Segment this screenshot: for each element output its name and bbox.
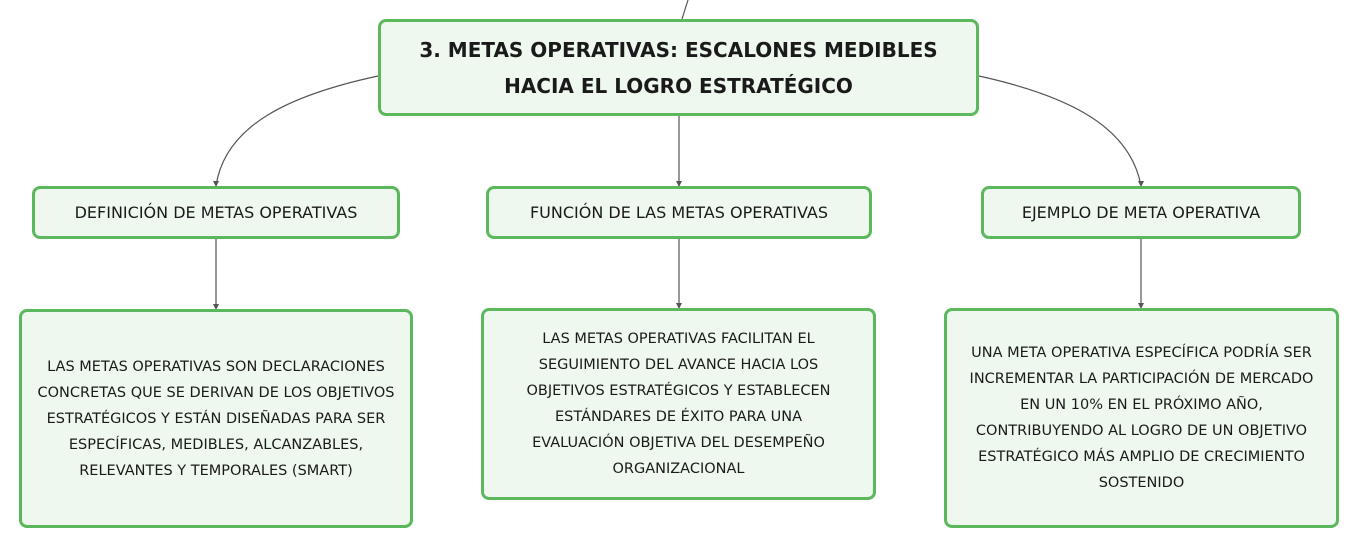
detail-node-definicion[interactable] <box>19 309 413 528</box>
root-topic-node[interactable] <box>378 19 979 116</box>
detail-text-funcion: LAS METAS OPERATIVAS FACILITAN EL SEGUIMIENTO DEL AVANCE HACIA LOS OBJETIVOS ESTRATÉGICOS Y ESTABLECEN ESTÁNDARES DE ÉXITO PARA UNA EVALUACIÓN OBJETIVA DEL DESEMPEÑO ORGANIZACIONAL <box>526 331 831 477</box>
detail-node-funcion[interactable] <box>481 308 876 500</box>
branch-label-definicion: DEFINICIÓN DE METAS OPERATIVAS <box>74 203 358 222</box>
connector-root-to-definicion <box>216 76 378 186</box>
connector-root-to-ejemplo <box>979 76 1141 186</box>
root-topic-title: 3. METAS OPERATIVAS: ESCALONES MEDIBLES HACIA EL LOGRO ESTRATÉGICO <box>419 37 938 98</box>
detail-text-definicion: LAS METAS OPERATIVAS SON DECLARACIONES CONCRETAS QUE SE DERIVAN DE LOS OBJETIVOS ESTRATÉGICOS Y ESTÁN DISEÑADAS PARA SER ESPECÍFICAS, MEDIBLES, ALCANZABLES, RELEVANTES Y TEMPORALES (SMART) <box>37 358 395 479</box>
connector-parent-to-root <box>682 0 688 19</box>
detail-text-ejemplo: UNA META OPERATIVA ESPECÍFICA PODRÍA SER INCREMENTAR LA PARTICIPACIÓN DE MERCADO EN UN 10% EN EL PRÓXIMO AÑO, CONTRIBUYENDO AL LOGRO DE UN OBJETIVO ESTRATÉGICO MÁS AMPLIO DE CRECIMIENTO SOSTENIDO <box>969 345 1314 491</box>
branch-node-funcion[interactable] <box>486 186 872 239</box>
detail-node-ejemplo[interactable] <box>944 308 1339 528</box>
branch-label-ejemplo: EJEMPLO DE META OPERATIVA <box>1021 203 1261 222</box>
branch-node-definicion[interactable] <box>32 186 400 239</box>
branch-node-ejemplo[interactable] <box>981 186 1301 239</box>
branch-label-funcion: FUNCIÓN DE LAS METAS OPERATIVAS <box>529 203 829 222</box>
